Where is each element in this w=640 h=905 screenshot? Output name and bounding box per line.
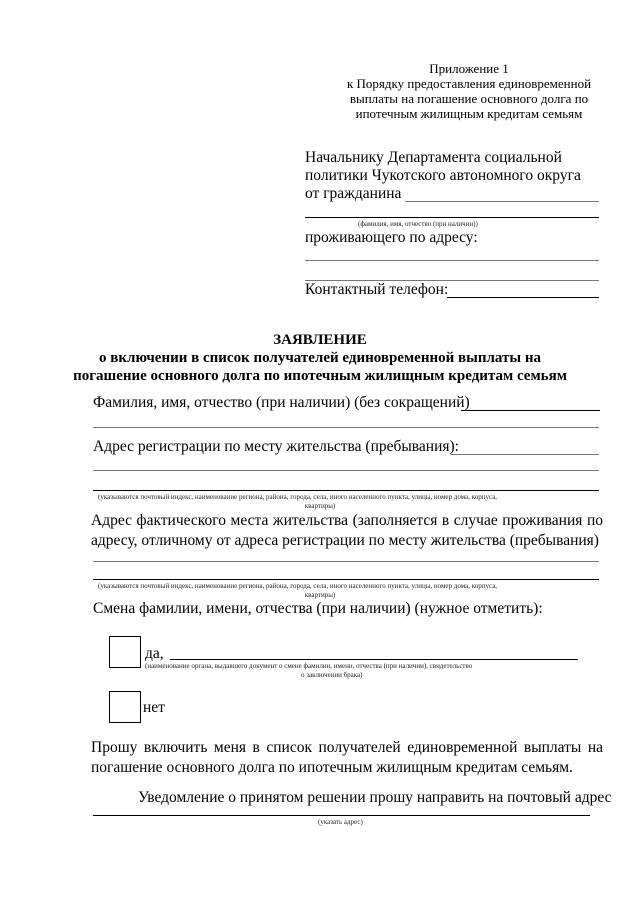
document-title: ЗАЯВЛЕНИЕ: [273, 332, 367, 348]
registration-address-hint-1: (указываются почтовый индекс, наименование региона, района, города, села, иного населенного пункта, улицы, номер дома, корпуса,: [98, 493, 498, 501]
name-change-label: Смена фамилии, имени, отчества (при наличии) (нужное отметить):: [93, 600, 543, 617]
appendix-line-3: выплаты на погашение основного долга по: [349, 91, 589, 106]
notification-text: Уведомление о принятом решении прошу направить на почтовый адрес: [138, 789, 612, 806]
address-label: проживающего по адресу:: [305, 229, 478, 246]
no-checkbox[interactable]: [109, 691, 141, 723]
registration-address-line-3[interactable]: [93, 490, 599, 491]
address-line-1[interactable]: [305, 260, 599, 261]
from-citizen-label: от гражданина: [305, 185, 402, 202]
yes-checkbox[interactable]: [109, 636, 141, 668]
actual-address-line-1[interactable]: [93, 561, 599, 562]
actual-address-hint-1: (указываются почтовый индекс, наименование региона, района, города, села, иного населенного пункта, улицы, номер дома, корпуса,: [98, 582, 498, 590]
phone-label: Контактный телефон:: [305, 281, 449, 298]
appendix-line-4: ипотечным жилищным кредитам семьям: [355, 106, 583, 121]
yes-hint-2: о заключении брака): [301, 671, 363, 679]
yes-authority-line[interactable]: [170, 659, 578, 660]
registration-address-label: Адрес регистрации по месту жительства (пребывания):: [93, 438, 459, 455]
appendix-line-1: Приложение 1: [429, 61, 509, 76]
notification-address-hint: (указать адрес): [318, 818, 363, 826]
addressee-line-1: Начальнику Департамента социальной: [305, 149, 562, 166]
registration-address-line[interactable]: [451, 454, 599, 455]
appendix-line-2: к Порядку предоставления единовременной: [346, 76, 592, 91]
citizen-name-line-2[interactable]: [305, 217, 599, 218]
phone-line[interactable]: [447, 297, 599, 298]
appendix-block: [339, 61, 599, 121]
notification-address-line[interactable]: [93, 815, 590, 816]
actual-address-hint-2: квартиры): [304, 591, 336, 599]
request-text: Прошу включить меня в список получателей единовременной выплаты на погашение основного долга по ипотечным жилищным кредитам семьям.: [91, 739, 603, 776]
document-subtitle-2: погашение основного долга по ипотечным жилищным кредитам семьям: [73, 368, 567, 384]
no-label: нет: [143, 699, 165, 716]
actual-address-text: Адрес фактического места жительства (заполняется в случае проживания по адресу, отличному от адреса регистрации по месту жительства (пребывания): [91, 512, 603, 549]
fio-label: Фамилия, имя, отчество (при наличии) (без сокращений): [93, 394, 470, 411]
actual-address-line-2[interactable]: [93, 579, 599, 580]
yes-hint-1: (наименование органа, выдавшего документ о смене фамилии, имени, отчества (при наличии), свидетельство: [145, 662, 473, 670]
citizen-name-line[interactable]: [405, 201, 599, 202]
document-subtitle-1: о включении в список получателей единовременной выплаты на: [99, 350, 541, 366]
fio-line[interactable]: [461, 410, 600, 411]
fio-line-2[interactable]: [93, 427, 599, 428]
yes-label: да,: [145, 645, 164, 662]
registration-address-hint-2: квартиры): [304, 502, 336, 510]
registration-address-line-2[interactable]: [93, 470, 599, 471]
citizen-name-hint: (фамилия, имя, отчество (при наличии)): [358, 220, 478, 228]
addressee-line-2: политики Чукотского автономного округа: [305, 167, 581, 184]
